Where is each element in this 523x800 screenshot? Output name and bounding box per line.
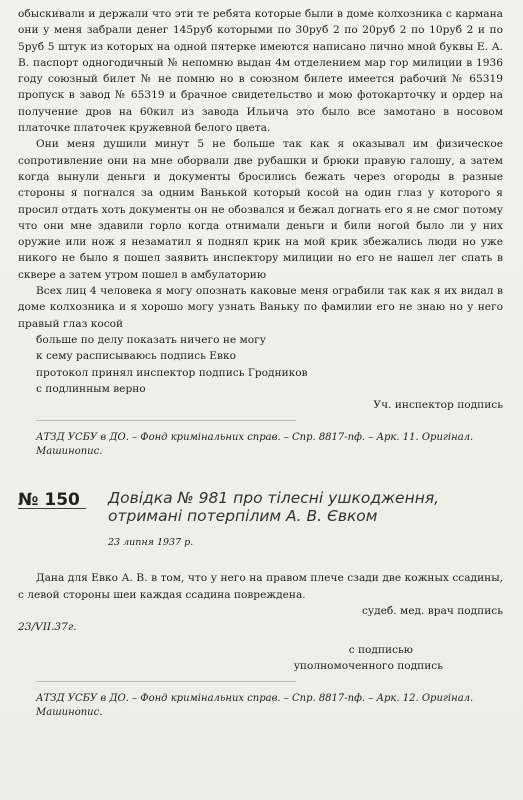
closing-line-2: к сему расписываюсь подпись Евко bbox=[36, 350, 236, 363]
document-date: 23 липня 1937 р. bbox=[108, 537, 194, 549]
paragraph-2: Они меня душили минут 5 не больше так как я оказывал им физическое сопротивление они на мне оборвали две рубашки и брюки правую галошу, а затем когда вынули деньги и документы бросились бежать через огороды в разные стороны я погнался за одним Ванькой который косой на один глаз у которого я просил отдать хоть документы он не обозвался и бежал догнать его я не смог потому что они мне здавили горло когда отнимали деньги и били ногой было ли у них оружие или нож я незаматил я поднял крик на мой крик збежались люди но уже никого не было я пошел заявить инспектору милиции но его не нашел лег спать в сквере а затем утром пошел в амбулаторию bbox=[18, 138, 503, 281]
medical-signature: судеб. мед. врач подпись bbox=[361, 605, 503, 618]
source-divider-2 bbox=[36, 681, 296, 682]
archive-source-2: АТЗД УСБУ в ДО. – Фонд кримінальних справ. – Спр. 8817-пф. – Арк. 12. Оригінал. Машинопис. bbox=[36, 693, 474, 719]
document-header bbox=[18, 489, 503, 525]
document-number: № 150 bbox=[18, 490, 80, 511]
closing-line-1: больше по делу показать ничего не могу bbox=[36, 333, 266, 346]
authorized-signature: уполномоченного подпись bbox=[293, 659, 443, 672]
document-title: Довідка № 981 про тілесні ушкодження, отримані потерпілим А. В. Євком bbox=[108, 489, 440, 526]
short-date: 23/VII.37г. bbox=[18, 621, 77, 634]
certificate-text bbox=[18, 570, 503, 619]
source-divider bbox=[36, 420, 296, 421]
body-text bbox=[18, 6, 503, 413]
inspector-signature: Уч. инспектор подпись bbox=[373, 399, 503, 412]
signature-with: с подписью bbox=[348, 643, 413, 656]
closing-line-3: протокол принял инспектор подпись Гродников bbox=[36, 366, 308, 379]
archive-source-1: АТЗД УСБУ в ДО. – Фонд кримінальних справ. – Спр. 8817-пф. – Арк. 11. Оригінал. Машинопис. bbox=[36, 432, 474, 458]
paragraph-1: обыскивали и держали что эти те ребята которые были в доме колхозника с кармана они у меня забрали денег 145руб которыми по 30руб 2 по 20руб 2 по 10руб 2 и по 5руб 5 штук из которых на одной пятерке имеются написано лично мной буквы Е. А. В. паспорт одногодичный № непомню выдан 4м отделением мар гор милиции в 1936 году союзный билет № не помню но в союзном билете имеется рабочий № 65319 пропуск в завод № 65319 и брачное свидетельство и мою фотокарточку и ордер на получение дров на 60кил из завода Ильича это было все замотано в носовом платочке платочек кружевной белого цвета. bbox=[18, 8, 503, 135]
closing-line-4: с подлинным верно bbox=[36, 382, 146, 395]
document-number-block bbox=[18, 489, 108, 509]
paragraph-4: Дана для Евко А. В. в том, что у него на правом плече сзади две кожных ссадины, с левой стороны шеи каждая ссадина повреждена. bbox=[18, 572, 503, 601]
paragraph-3: Всех лиц 4 человека я могу опознать каковые меня ограбили так как я их видал в доме колхозника и я хорошо могу узнать Ваньку по фамилии его не знаю но у него правый глаз косой bbox=[18, 285, 503, 330]
